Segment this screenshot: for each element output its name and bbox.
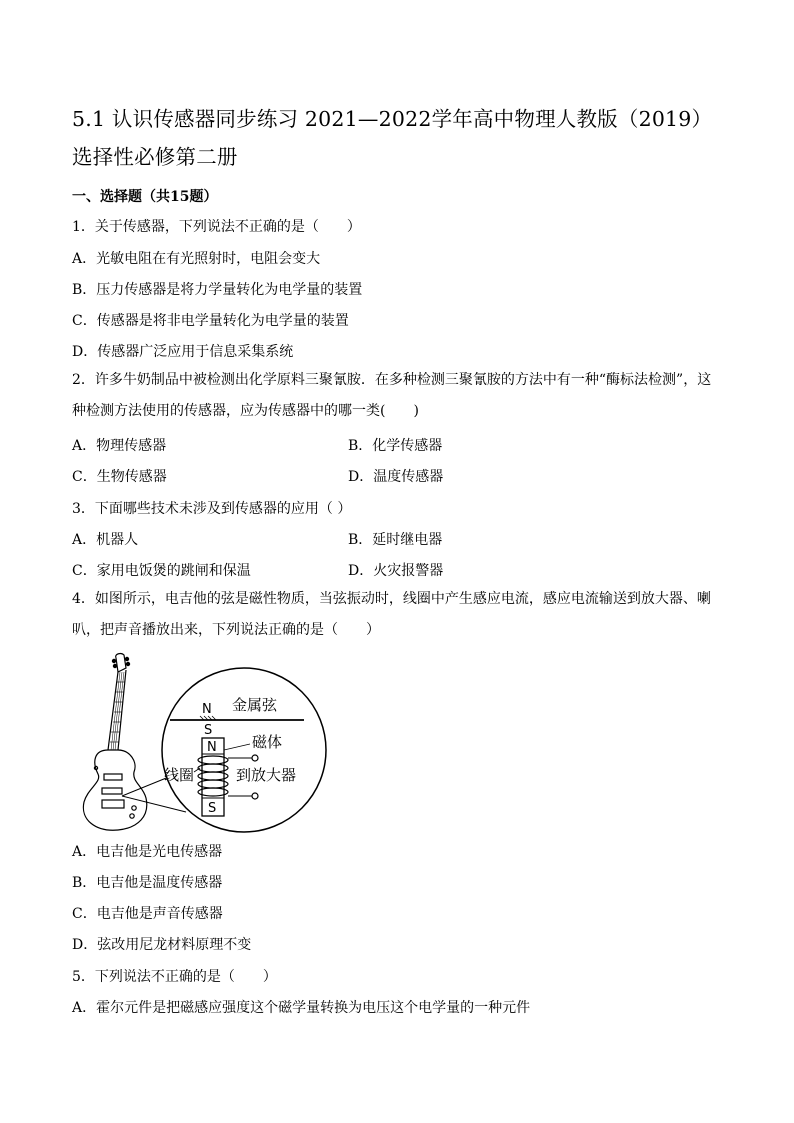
question-4-option-c: C．电吉他是声音传感器 — [72, 906, 223, 922]
question-5-option-a: A．霍尔元件是把磁感应强度这个磁学量转换为电压这个电学量的一种元件 — [72, 1000, 531, 1016]
string-pole-n: N — [202, 702, 212, 717]
question-4-option-a: A．电吉他是光电传感器 — [72, 844, 223, 860]
question-1-option-c: C．传感器是将非电学量转化为电学量的装置 — [72, 313, 349, 329]
magnified-view-circle — [162, 668, 326, 832]
question-3-option-a: A．机器人 — [72, 532, 139, 548]
page-title: 5.1 认识传感器同步练习 2021—2022学年高中物理人教版（2019）选择性必修第二册 — [72, 107, 713, 169]
magnet-label: 磁体 — [252, 733, 283, 751]
question-3-option-d: D．火灾报警器 — [348, 563, 444, 579]
electric-guitar-figure — [74, 650, 334, 835]
question-5-stem: 5．下列说法不正确的是（ ） — [72, 969, 277, 985]
amplifier-label: 到放大器 — [236, 766, 297, 784]
question-1-option-b: B．压力传感器是将力学量转化为电学量的装置 — [72, 282, 363, 298]
question-3-stem: 3．下面哪些技术未涉及到传感器的应用（ ） — [72, 501, 352, 517]
question-1-option-d: D．传感器广泛应用于信息采集系统 — [72, 344, 294, 360]
question-2-stem: 2．许多牛奶制品中被检测出化学原料三聚氰胺．在多种检测三聚氰胺的方法中有一种“酶标法检测”，这种检测方法使用的传感器，应为传感器中的哪一类( ) — [72, 372, 712, 419]
magnet-pole-s: S — [208, 801, 217, 816]
question-1-stem: 1．关于传感器，下列说法不正确的是（ ） — [72, 219, 361, 235]
question-2-option-d: D．温度传感器 — [348, 469, 444, 485]
guitar-icon — [83, 654, 146, 831]
question-4-option-d: D．弦改用尼龙材料原理不变 — [72, 937, 252, 953]
magnet-pole-n: N — [207, 740, 217, 755]
question-3-option-c: C．家用电饭煲的跳闸和保温 — [72, 563, 251, 579]
coil-label: 线圈 — [164, 766, 195, 784]
question-2-option-b: B．化学传感器 — [348, 438, 443, 454]
string-label: 金属弦 — [232, 696, 278, 714]
question-2-option-c: C．生物传感器 — [72, 469, 167, 485]
question-2-option-a: A．物理传感器 — [72, 438, 167, 454]
question-4-option-b: B．电吉他是温度传感器 — [72, 875, 223, 891]
question-3-option-b: B．延时继电器 — [348, 532, 443, 548]
string-pole-s: S — [204, 723, 213, 738]
question-4-stem: 4．如图所示，电吉他的弦是磁性物质，当弦振动时，线圈中产生感应电流，感应电流输送到放大器、喇叭，把声音播放出来，下列说法正确的是（ ） — [72, 591, 711, 638]
section-heading: 一、选择题（共15题） — [72, 189, 218, 205]
question-1-option-a: A．光敏电阻在有光照射时，电阻会变大 — [72, 251, 321, 267]
